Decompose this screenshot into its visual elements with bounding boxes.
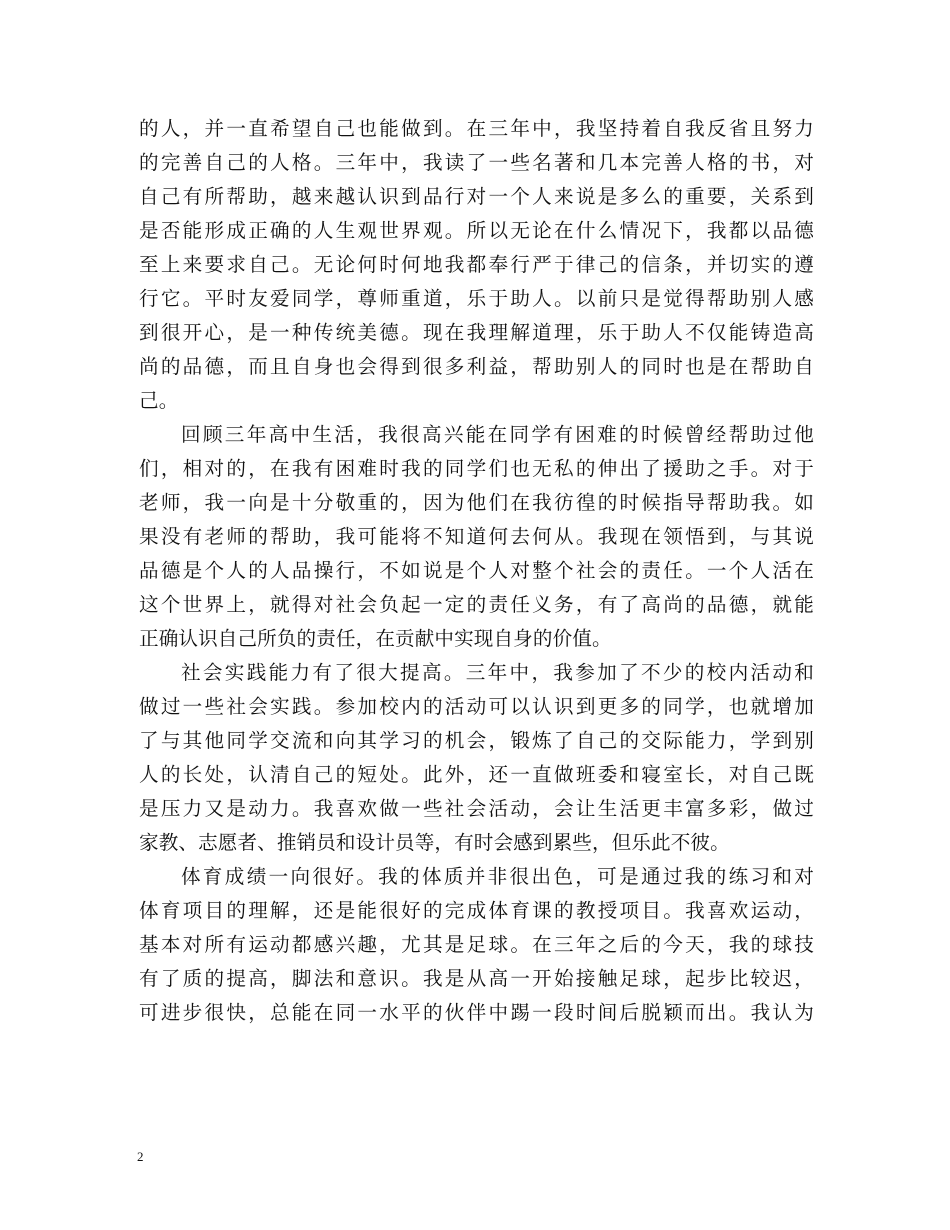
text-line: 果没有老师的帮助，我可能将不知道何去何从。我现在领悟到，与其说 (139, 525, 814, 548)
text-line: 品德是个人的人品操行，不如说是个人对整个社会的责任。一个人活在 (139, 559, 814, 582)
paragraph-first-line: 社会实践能力有了很大提高。三年中，我参加了不少的校内活动和 (181, 661, 814, 684)
text-line: 家教、志愿者、推销员和设计员等，有时会感到累些，但乐此不彼。 (139, 831, 730, 854)
text-line: 们，相对的，在我有困难时我的同学们也无私的伸出了援助之手。对于 (139, 457, 814, 480)
paragraph-first-line: 体育成绩一向很好。我的体质并非很出色，可是通过我的练习和对 (181, 865, 814, 888)
text-line: 基本对所有运动都感兴趣，尤其是足球。在三年之后的今天，我的球技 (139, 933, 814, 956)
text-line: 到很开心，是一种传统美德。现在我理解道理，乐于助人不仅能铸造高 (139, 321, 814, 344)
text-line: 己。 (139, 389, 179, 412)
text-line: 正确认识自己所负的责任，在贡献中实现自身的价值。 (139, 627, 612, 650)
text-line: 的完善自己的人格。三年中，我读了一些名著和几本完善人格的书，对 (139, 151, 814, 174)
text-line: 人的长处，认清自己的短处。此外，还一直做班委和寝室长，对自己既 (139, 763, 814, 786)
text-line: 自己有所帮助，越来越认识到品行对一个人来说是多么的重要，关系到 (139, 185, 814, 208)
text-line: 这个世界上，就得对社会负起一定的责任义务，有了高尚的品德，就能 (139, 593, 814, 616)
text-line: 做过一些社会实践。参加校内的活动可以认识到更多的同学，也就增加 (139, 695, 814, 718)
paragraph-first-line: 回顾三年高中生活，我很高兴能在同学有困难的时候曾经帮助过他 (181, 423, 814, 446)
text-line: 可进步很快，总能在同一水平的伙伴中踢一段时间后脱颖而出。我认为 (139, 1001, 814, 1024)
page-number: 2 (137, 1149, 144, 1164)
text-line: 体育项目的理解，还是能很好的完成体育课的教授项目。我喜欢运动， (139, 899, 814, 922)
text-line: 有了质的提高，脚法和意识。我是从高一开始接触足球，起步比较迟， (139, 967, 814, 990)
text-line: 是压力又是动力。我喜欢做一些社会活动，会让生活更丰富多彩，做过 (139, 797, 814, 820)
text-line: 尚的品德，而且自身也会得到很多利益，帮助别人的同时也是在帮助自 (139, 355, 814, 378)
body-text (139, 112, 814, 1030)
text-line: 老师，我一向是十分敬重的，因为他们在我彷徨的时候指导帮助我。如 (139, 491, 814, 514)
text-line: 行它。平时友爱同学，尊师重道，乐于助人。以前只是觉得帮助别人感 (139, 287, 814, 310)
text-line: 至上来要求自己。无论何时何地我都奉行严于律己的信条，并切实的遵 (139, 253, 814, 276)
text-line: 的人，并一直希望自己也能做到。在三年中，我坚持着自我反省且努力 (139, 117, 814, 140)
text-line: 是否能形成正确的人生观世界观。所以无论在什么情况下，我都以品德 (139, 219, 814, 242)
text-line: 了与其他同学交流和向其学习的机会，锻炼了自己的交际能力，学到别 (139, 729, 814, 752)
